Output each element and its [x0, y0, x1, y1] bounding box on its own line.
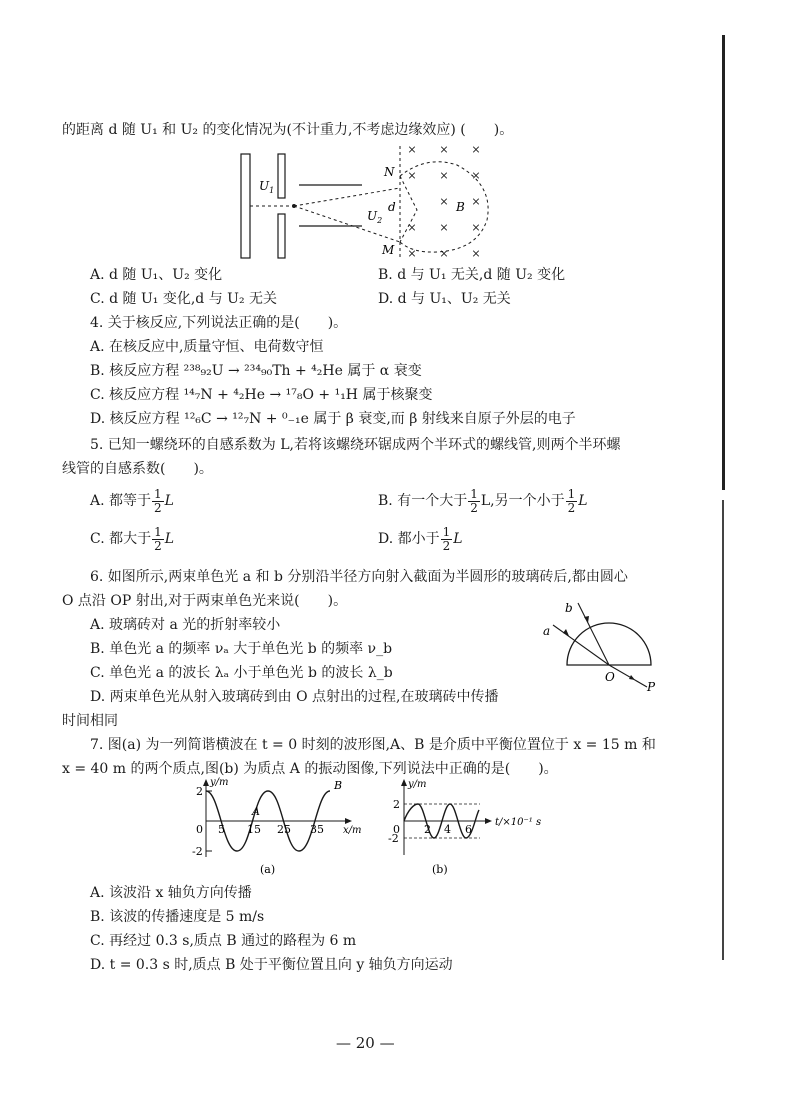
q6-option-d-line1: D. 两束单色光从射入玻璃砖到由 O 点射出的过程,在玻璃砖中传播 [90, 689, 499, 705]
q4-option-a: A. 在核反应中,质量守恒、电荷数守恒 [90, 339, 324, 355]
q6-option-b: B. 单色光 a 的频率 νₐ 大于单色光 b 的频率 ν_b [90, 641, 393, 657]
fig-a-ytop: 2 [196, 785, 203, 798]
q3-option-b: B. d 与 U₁ 无关,d 随 U₂ 变化 [378, 267, 566, 283]
fig-b-ybottom: -2 [388, 832, 399, 845]
scan-edge-bar [722, 35, 725, 490]
q6-stem-line1: 6. 如图所示,两束单色光 a 和 b 分别沿半径方向射入截面为半圆形的玻璃砖后,都由圆心 [90, 569, 628, 585]
svg-text:×: × [471, 221, 481, 234]
svg-text:×: × [439, 169, 449, 182]
svg-text:×: × [439, 247, 449, 260]
q6-label-a: a [543, 624, 551, 638]
fig-a-tick-25: 25 [277, 823, 291, 836]
q3-label-m: M [382, 243, 395, 257]
q5-stem-line2: 线管的自感系数( )。 [62, 461, 213, 477]
fig-a-point-a: A [252, 805, 260, 818]
fig-a-point-b: B [334, 779, 343, 792]
q7-stem-line1: 7. 图(a) 为一列简谐横波在 t = 0 时刻的波形图,A、B 是介质中平衡位置位于 x = 15 m 和 [90, 737, 656, 753]
q6-label-b: b [565, 601, 573, 615]
q6-figure [535, 595, 670, 700]
q3-option-c: C. d 随 U₁ 变化,d 与 U₂ 无关 [90, 291, 278, 307]
q4-option-b: B. 核反应方程 ²³⁸₉₂U → ²³⁴₉₀Th + ⁴₂He 属于 α 衰变 [90, 363, 422, 379]
fraction-half: $\frac{1}{2}$ [470, 486, 478, 515]
fig-b-caption: (b) [432, 863, 448, 876]
fig-b-tick-4: 4 [444, 823, 451, 836]
q7-option-a: A. 该波沿 x 轴负方向传播 [90, 885, 252, 901]
q3-label-u1: $U_1$ [259, 179, 275, 195]
fig-b-ytop: 2 [393, 798, 400, 811]
svg-text:×: × [471, 247, 481, 260]
svg-text:×: × [407, 169, 417, 182]
fig-a-tick-5: 5 [218, 823, 225, 836]
q7-figure-b [380, 775, 550, 880]
q4-option-d: D. 核反应方程 ¹²₆C → ¹²₇N + ⁰₋₁e 属于 β 衰变,而 β 射线来自原子外层的电子 [90, 411, 576, 427]
fig-a-tick-15: 15 [247, 823, 261, 836]
q5-option-a: A. 都等于 $\frac{1}{2}$ L [90, 486, 174, 515]
q6-option-a: A. 玻璃砖对 a 光的折射率较小 [90, 617, 281, 633]
q7-figure-a [190, 775, 370, 880]
q6-option-c: C. 单色光 a 的波长 λₐ 小于单色光 b 的波长 λ_b [90, 665, 393, 681]
fraction-half: $\frac{1}{2}$ [442, 524, 451, 553]
q7-option-b: B. 该波的传播速度是 5 m/s [90, 909, 265, 925]
fraction-half: $\frac{1}{2}$ [567, 486, 576, 515]
fig-b-tick-2: 2 [424, 823, 431, 836]
q6-label-o: O [605, 670, 615, 684]
q3-label-n: N [384, 165, 395, 179]
q5-stem-line1: 5. 已知一螺绕环的自感系数为 L,若将该螺绕环锯成两个半环式的螺线管,则两个半环螺 [90, 437, 621, 453]
q6-option-d-line2: 时间相同 [62, 713, 118, 729]
fig-b-tick-6: 6 [465, 823, 472, 836]
svg-text:×: × [439, 221, 449, 234]
svg-text:×: × [471, 169, 481, 182]
q4-stem: 4. 关于核反应,下列说法正确的是( )。 [90, 315, 348, 331]
fig-a-ybottom: -2 [192, 845, 203, 858]
fig-a-tick-35: 35 [310, 823, 324, 836]
q7-option-d: D. t = 0.3 s 时,质点 B 处于平衡位置且向 y 轴负方向运动 [90, 957, 453, 973]
svg-text:×: × [407, 143, 417, 156]
fig-a-caption: (a) [260, 863, 276, 876]
q3-label-b: B [456, 200, 465, 214]
q3-label-u2: $U_2$ [367, 209, 383, 225]
q6-stem-line2: O 点沿 OP 射出,对于两束单色光来说( )。 [62, 593, 348, 609]
fig-b-xlabel: t/×10⁻¹ s [495, 817, 542, 828]
page-number: — 20 — [336, 1034, 395, 1052]
scan-edge-bar-lower [722, 500, 724, 960]
q3-stem: 的距离 d 随 U₁ 和 U₂ 的变化情况为(不计重力,不考虑边缘效应) ( )。 [62, 122, 514, 138]
q3-option-a: A. d 随 U₁、U₂ 变化 [90, 267, 223, 283]
q7-stem-line2: x = 40 m 的两个质点,图(b) 为质点 A 的振动图像,下列说法中正确的是( )。 [62, 761, 558, 777]
q3-figure [232, 140, 512, 262]
fig-b-origin: 0 [393, 823, 400, 836]
q5-option-c: C. 都大于 $\frac{1}{2}$ L [90, 524, 175, 553]
fig-a-origin: 0 [196, 823, 203, 836]
svg-text:×: × [439, 195, 449, 208]
svg-text:×: × [471, 195, 481, 208]
fraction-half: $\frac{1}{2}$ [154, 524, 162, 553]
q3-option-d: D. d 与 U₁、U₂ 无关 [378, 291, 511, 307]
q3-label-d: d [388, 200, 396, 214]
svg-text:×: × [407, 221, 417, 234]
q5-option-b: B. 有一个大于 $\frac{1}{2}$ L,另一个小于 $\frac{1}{2}$ L [378, 486, 588, 515]
svg-text:×: × [407, 247, 417, 260]
q5-option-d: D. 都小于 $\frac{1}{2}$ L [378, 524, 463, 553]
fraction-half: $\frac{1}{2}$ [154, 486, 162, 515]
fig-b-ylabel: y/m [408, 779, 427, 790]
q4-option-c: C. 核反应方程 ¹⁴₇N + ⁴₂He → ¹⁷₈O + ¹₁H 属于核聚变 [90, 387, 433, 403]
fig-a-ylabel: y/m [210, 777, 229, 788]
svg-text:×: × [439, 143, 449, 156]
svg-text:×: × [471, 143, 481, 156]
fig-a-xlabel: x/m [343, 825, 362, 836]
q7-option-c: C. 再经过 0.3 s,质点 B 通过的路程为 6 m [90, 933, 357, 949]
q6-label-p: P [647, 680, 656, 694]
